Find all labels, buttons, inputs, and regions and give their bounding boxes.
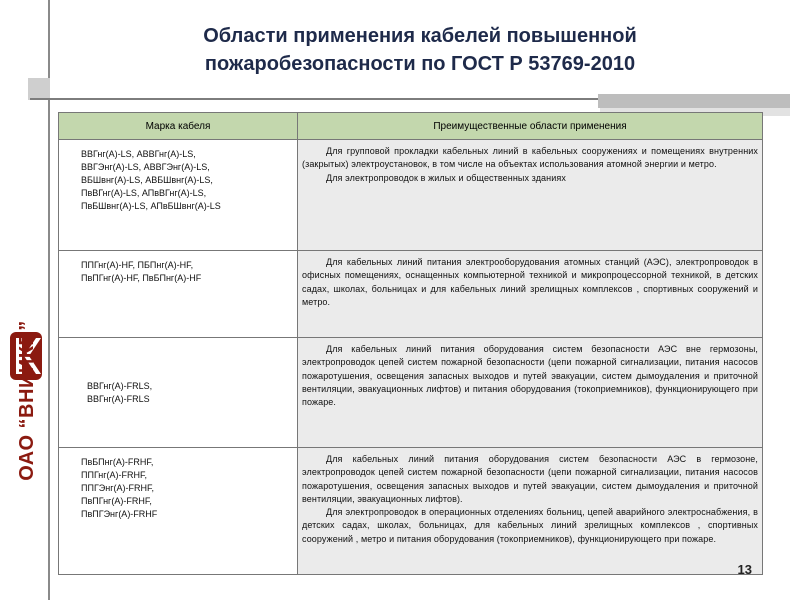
application-cell	[298, 140, 763, 251]
cable-brand: ВВГЭнг(А)-LS, АВВГЭнг(А)-LS,	[81, 162, 210, 172]
application-paragraph: Для кабельных линий питания оборудования систем безопасности АЭС в гермозоне, электропроводок цепей систем пожарной безопасности (цепи пожарной сигнализации, питания насосов пожаротушения, освещения запасных выходов и путей эвакуации, систем дымоудаления и приточной вентиляции, эвакуационных лифтов).	[302, 454, 758, 504]
table-row	[59, 448, 763, 575]
header-cable-brand: Марка кабеля	[59, 113, 298, 140]
cable-brand: ПвВГнг(А)-LS, АПвВГнг(А)-LS,	[81, 188, 207, 198]
organization-label: ОАО “ВНИИКП”	[15, 319, 38, 481]
header-application-areas: Преимущественные области применения	[298, 113, 763, 140]
header-decoration-bar	[598, 94, 790, 108]
slide-title-line1: Области применения кабелей повышенной	[203, 25, 637, 47]
cable-brand: ППГнг(А)-FRHF,	[81, 470, 148, 480]
cable-brand: ППГнг(А)-HF, ПБПнг(А)-HF,	[81, 260, 194, 270]
slide-title	[60, 22, 780, 78]
table-row	[59, 140, 763, 251]
cable-brand: ПвПГнг(А)-HF, ПвБПнг(А)-HF	[81, 273, 202, 283]
application-paragraph: Для кабельных линий питания электрооборудования атомных станций (АЭС), электропроводок в офисных помещениях, оснащенных компьютерной техникой и микропроцессорной техникой, в детских садах, школах, больницах и для кабельных линий зрелищных комплексов , спортивных сооружений и метро.	[302, 257, 758, 307]
cable-brand: ВВГнг(А)-LS, АВВГнг(А)-LS,	[81, 149, 196, 159]
cable-brand: ПвПГЭнг(А)-FRHF	[81, 509, 158, 519]
cable-applications-table	[58, 112, 763, 575]
cable-brand: ППГЭнг(А)-FRHF,	[81, 483, 155, 493]
table-row	[59, 338, 763, 448]
application-paragraph: Для кабельных линий питания оборудования систем безопасности АЭС вне гермозоны, электропроводок цепей систем пожарной безопасности (цепи пожарной сигнализации, питания насосов пожаротушения, освещения запасных выходов и путей эвакуации, систем дымоудаления и приточной вентиляции, эвакуационных лифтов) и питания оборудования (токоприемников), функционирующего при пожаре.	[302, 344, 758, 408]
cable-brand: ВВГнг(А)-FRLS	[87, 393, 150, 404]
application-cell	[298, 251, 763, 338]
application-cell	[298, 338, 763, 448]
slide-title-line2: пожаробезопасности по ГОСТ Р 53769-2010	[204, 53, 636, 75]
application-paragraph: Для групповой прокладки кабельных линий в кабельных сооружениях и помещениях внутренних (закрытых) электроустановок, в том числе на объектах использования атомной энергии и метро.	[302, 146, 758, 170]
cable-brand: ПвПГнг(А)-FRHF,	[81, 496, 152, 506]
corner-decoration	[28, 78, 50, 100]
application-cell	[298, 448, 763, 575]
cable-brand: ПвБПнг(А)-FRHF,	[81, 457, 154, 467]
cable-brand-cell	[59, 448, 298, 575]
cable-brand-cell	[59, 140, 298, 251]
table-header-row	[59, 113, 763, 140]
application-paragraph: Для электропроводок в жилых и общественных зданиях	[326, 172, 566, 183]
application-paragraph: Для электропроводок в операционных отделениях больниц, цепей аварийного электроснабжения, в детских садах, школах, больницах, для кабельных линий зрелищных комплексов , спортивных сооружений , метро и питания оборудования (токоприемников), функционирующего при пожаре.	[302, 507, 758, 544]
cable-brand: ВБШвнг(А)-LS, АВБШвнг(А)-LS,	[81, 175, 213, 185]
page-number: 13	[737, 562, 752, 577]
table-row	[59, 251, 763, 338]
cable-brand-cell	[59, 251, 298, 338]
cable-brand: ВВГнг(А)-FRLS,	[87, 380, 153, 391]
cable-brand-cell	[59, 338, 298, 448]
cable-brand: ПвБШвнг(А)-LS, АПвБШвнг(А)-LS	[81, 201, 221, 211]
